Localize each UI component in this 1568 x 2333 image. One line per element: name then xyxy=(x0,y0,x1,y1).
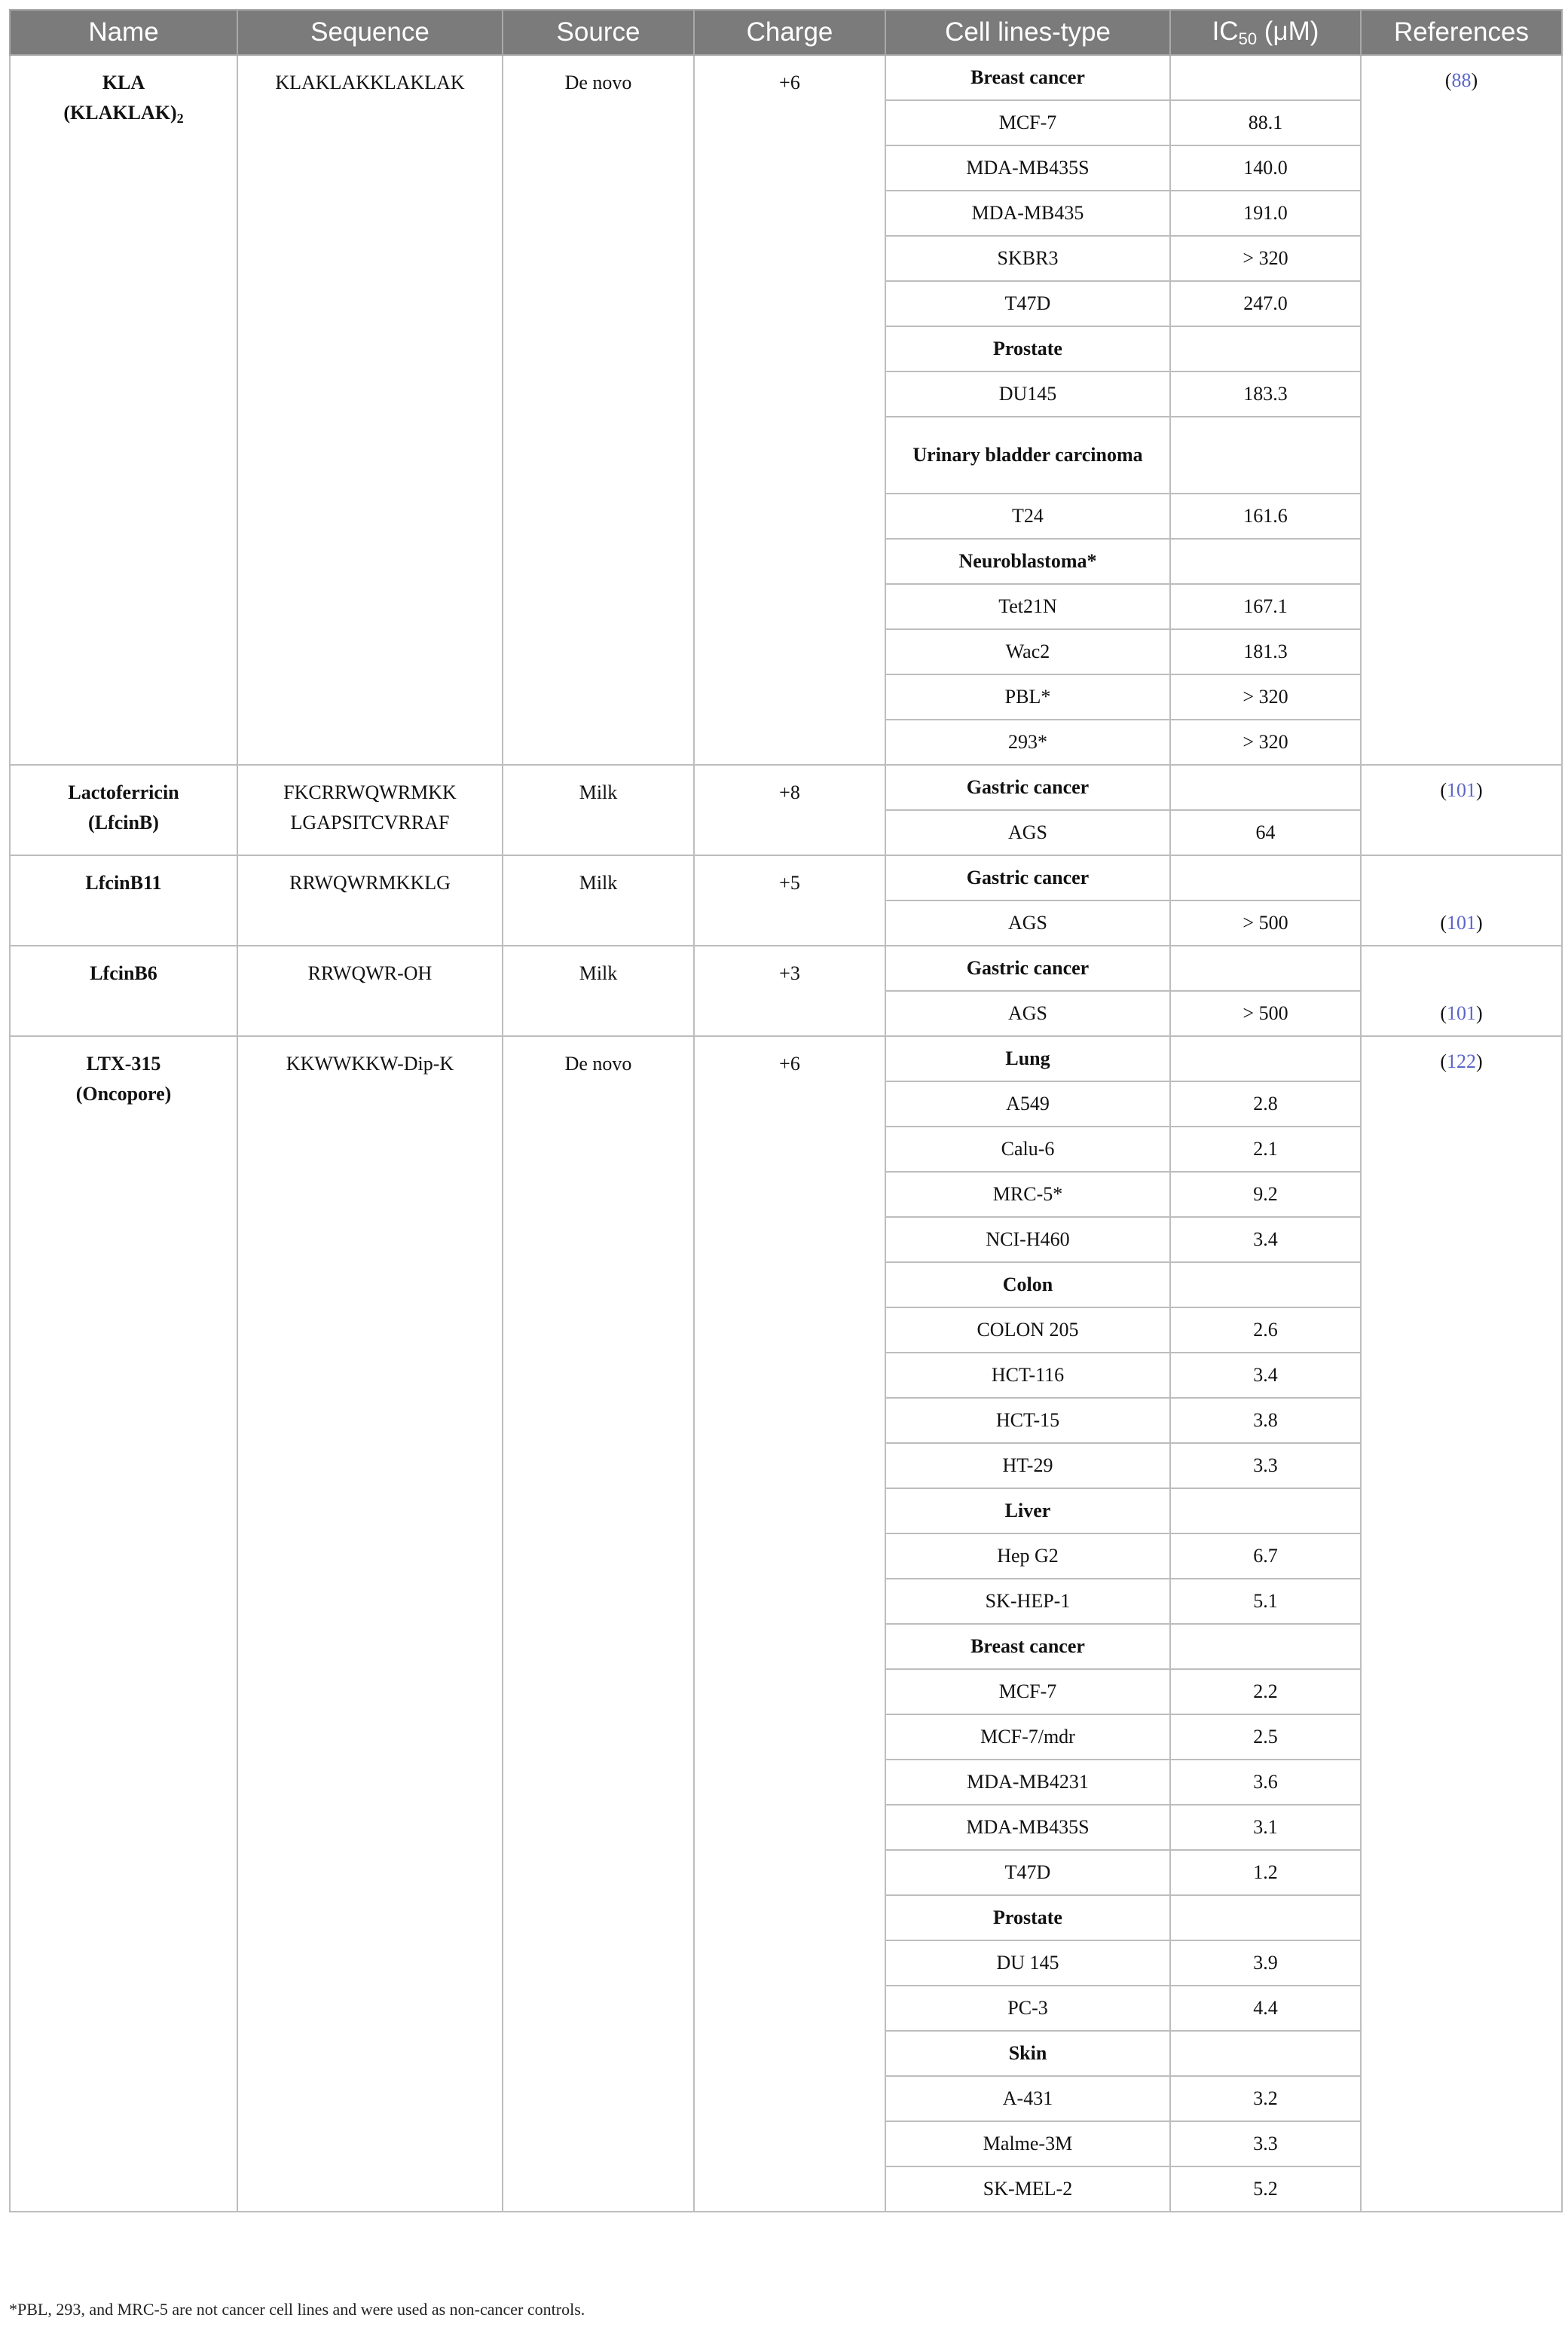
ic50-value: > 320 xyxy=(1170,720,1361,765)
ic50-value: 3.1 xyxy=(1170,1805,1361,1850)
ic50-value: 64 xyxy=(1170,810,1361,855)
cell-line: MDA-MB435S xyxy=(885,145,1170,191)
peptide-name-line2-text: (Oncopore) xyxy=(75,1083,172,1105)
ic50-value: 5.1 xyxy=(1170,1579,1361,1624)
header-name: Name xyxy=(10,10,237,55)
peptide-name xyxy=(10,946,237,1036)
peptide-name-line2-text: (KLAKLAK) xyxy=(63,102,177,124)
cell-line: NCI-H460 xyxy=(885,1217,1170,1262)
peptide-sequence-text: KKWWKKW-Dip-K xyxy=(286,1053,454,1075)
cell-line: MCF-7 xyxy=(885,100,1170,145)
reference-cell xyxy=(1361,946,1562,1036)
peptide-sequence-text: RRWQWR-OH xyxy=(307,962,432,984)
cell-line: COLON 205 xyxy=(885,1307,1170,1353)
ic50-value xyxy=(1170,417,1361,494)
peptide-name xyxy=(10,855,237,946)
peptide-name xyxy=(10,765,237,855)
reference-link[interactable]: 88 xyxy=(1451,69,1472,91)
cell-line: T47D xyxy=(885,281,1170,326)
peptide-charge: +6 xyxy=(694,1036,885,2212)
cell-line: Calu-6 xyxy=(885,1127,1170,1172)
ic50-value: 183.3 xyxy=(1170,372,1361,417)
cell-line: DU 145 xyxy=(885,1940,1170,1986)
ic50-value xyxy=(1170,946,1361,991)
peptide-source: De novo xyxy=(503,1036,694,2212)
cell-line: MCF-7/mdr xyxy=(885,1714,1170,1760)
ic50-value: 3.4 xyxy=(1170,1353,1361,1398)
ic50-value xyxy=(1170,1624,1361,1669)
cell-line: T24 xyxy=(885,494,1170,539)
ic50-value: 2.8 xyxy=(1170,1081,1361,1127)
ic50-value: 3.9 xyxy=(1170,1940,1361,1986)
peptide-sequence xyxy=(237,946,503,1036)
reference-paren-open: ( xyxy=(1440,1002,1447,1024)
ic50-value xyxy=(1170,2031,1361,2076)
ic50-value: > 320 xyxy=(1170,236,1361,281)
ic50-value: 2.1 xyxy=(1170,1127,1361,1172)
cell-category: Breast cancer xyxy=(885,55,1170,100)
ic50-value: 1.2 xyxy=(1170,1850,1361,1895)
ic50-value xyxy=(1170,765,1361,810)
cell-category: Prostate xyxy=(885,1895,1170,1940)
cell-category: Prostate xyxy=(885,326,1170,372)
cell-line: SKBR3 xyxy=(885,236,1170,281)
peptide-sequence xyxy=(237,765,503,855)
cell-line: Wac2 xyxy=(885,629,1170,674)
cell-line: A549 xyxy=(885,1081,1170,1127)
peptide-name-line2 xyxy=(17,1079,231,1109)
ic50-value: > 500 xyxy=(1170,991,1361,1036)
peptide-source: Milk xyxy=(503,765,694,855)
cell-category: Gastric cancer xyxy=(885,765,1170,810)
header-cell-lines: Cell lines-type xyxy=(885,10,1170,55)
ic50-value: 4.4 xyxy=(1170,1986,1361,2031)
ic50-value xyxy=(1170,326,1361,372)
peptide-sequence-line: FKCRRWQWRMKK xyxy=(283,781,457,803)
ic50-value: 6.7 xyxy=(1170,1533,1361,1579)
peptide-table xyxy=(9,9,1563,2212)
cell-line: SK-HEP-1 xyxy=(885,1579,1170,1624)
cell-line: HCT-116 xyxy=(885,1353,1170,1398)
reference-paren-open: ( xyxy=(1440,912,1447,934)
header-sequence: Sequence xyxy=(237,10,503,55)
ic50-value xyxy=(1170,1036,1361,1081)
ic50-value: 3.3 xyxy=(1170,1443,1361,1488)
cell-category: Neuroblastoma* xyxy=(885,539,1170,584)
reference-paren-close: ) xyxy=(1476,779,1483,801)
cell-line: HCT-15 xyxy=(885,1398,1170,1443)
header-ic50-sub: 50 xyxy=(1238,29,1258,48)
cell-category: Liver xyxy=(885,1488,1170,1533)
peptide-charge: +5 xyxy=(694,855,885,946)
cell-line: MDA-MB4231 xyxy=(885,1760,1170,1805)
reference-link[interactable]: 101 xyxy=(1447,779,1476,801)
peptide-charge: +6 xyxy=(694,55,885,765)
ic50-value xyxy=(1170,1895,1361,1940)
header-ic50 xyxy=(1170,10,1361,55)
peptide-name-line1: LfcinB11 xyxy=(85,872,162,894)
cell-line: MDA-MB435S xyxy=(885,1805,1170,1850)
table-header xyxy=(10,10,1562,55)
peptide-charge: +3 xyxy=(694,946,885,1036)
reference-paren-open: ( xyxy=(1440,1050,1447,1072)
ic50-value: 2.2 xyxy=(1170,1669,1361,1714)
peptide-name-line1: LfcinB6 xyxy=(90,962,157,984)
ic50-value: 181.3 xyxy=(1170,629,1361,674)
cell-line: DU145 xyxy=(885,372,1170,417)
cell-line: MDA-MB435 xyxy=(885,191,1170,236)
peptide-name-line2 xyxy=(17,808,231,838)
ic50-value: 2.6 xyxy=(1170,1307,1361,1353)
cell-category: Breast cancer xyxy=(885,1624,1170,1669)
table-row xyxy=(10,946,1562,991)
header-references: References xyxy=(1361,10,1562,55)
peptide-sequence-text: RRWQWRMKKLG xyxy=(289,872,451,894)
ic50-value: 3.6 xyxy=(1170,1760,1361,1805)
ic50-value: 161.6 xyxy=(1170,494,1361,539)
ic50-value: > 500 xyxy=(1170,900,1361,946)
cell-line: HT-29 xyxy=(885,1443,1170,1488)
ic50-value xyxy=(1170,855,1361,900)
ic50-value: 9.2 xyxy=(1170,1172,1361,1217)
ic50-value: 88.1 xyxy=(1170,100,1361,145)
table-row xyxy=(10,855,1562,900)
ic50-value: 3.4 xyxy=(1170,1217,1361,1262)
reference-cell xyxy=(1361,765,1562,855)
ic50-value: 2.5 xyxy=(1170,1714,1361,1760)
ic50-value xyxy=(1170,539,1361,584)
reference-link[interactable]: 122 xyxy=(1447,1050,1476,1072)
peptide-charge: +8 xyxy=(694,765,885,855)
cell-line: MCF-7 xyxy=(885,1669,1170,1714)
ic50-value: 191.0 xyxy=(1170,191,1361,236)
cell-category: Colon xyxy=(885,1262,1170,1307)
cell-line: PC-3 xyxy=(885,1986,1170,2031)
cell-category: Urinary bladder carcinoma xyxy=(885,417,1170,494)
cell-line: MRC-5* xyxy=(885,1172,1170,1217)
cell-category: Gastric cancer xyxy=(885,855,1170,900)
cell-category: Skin xyxy=(885,2031,1170,2076)
cell-line: 293* xyxy=(885,720,1170,765)
table-row xyxy=(10,1036,1562,1081)
reference-paren-close: ) xyxy=(1476,912,1483,934)
ic50-value: 167.1 xyxy=(1170,584,1361,629)
peptide-sequence xyxy=(237,855,503,946)
ic50-value: 5.2 xyxy=(1170,2166,1361,2212)
header-ic50-main: IC xyxy=(1212,16,1239,46)
reference-link[interactable]: 101 xyxy=(1447,912,1476,934)
reference-paren-close: ) xyxy=(1476,1050,1483,1072)
peptide-name-line2-text: (LfcinB) xyxy=(88,812,159,833)
peptide-sequence-line: LGAPSITCVRRAF xyxy=(290,812,450,833)
header-ic50-unit: (μM) xyxy=(1257,16,1319,46)
ic50-value: 3.3 xyxy=(1170,2121,1361,2166)
reference-paren-close: ) xyxy=(1471,69,1478,91)
table-body xyxy=(10,55,1562,2212)
ic50-value xyxy=(1170,55,1361,100)
cell-line: Hep G2 xyxy=(885,1533,1170,1579)
cell-line: A-431 xyxy=(885,2076,1170,2121)
ic50-value: 3.8 xyxy=(1170,1398,1361,1443)
reference-cell xyxy=(1361,55,1562,765)
ic50-value xyxy=(1170,1262,1361,1307)
peptide-source: Milk xyxy=(503,946,694,1036)
ic50-value xyxy=(1170,1488,1361,1533)
ic50-value: 3.2 xyxy=(1170,2076,1361,2121)
cell-line: PBL* xyxy=(885,674,1170,720)
cell-category: Gastric cancer xyxy=(885,946,1170,991)
table-row xyxy=(10,55,1562,100)
peptide-name-subscript: 2 xyxy=(176,111,184,126)
reference-paren-close: ) xyxy=(1476,1002,1483,1024)
peptide-sequence-text: KLAKLAKKLAKLAK xyxy=(275,72,465,93)
reference-paren-open: ( xyxy=(1440,779,1447,801)
cell-line: AGS xyxy=(885,810,1170,855)
table-row xyxy=(10,765,1562,810)
peptide-source: De novo xyxy=(503,55,694,765)
footnote: *PBL, 293, and MRC-5 are not cancer cell lines and were used as non-cancer controls. xyxy=(9,2300,585,2319)
header-source: Source xyxy=(503,10,694,55)
peptide-name-line1: LTX-315 xyxy=(86,1053,161,1075)
peptide-name xyxy=(10,55,237,765)
cell-line: T47D xyxy=(885,1850,1170,1895)
peptide-name xyxy=(10,1036,237,2212)
cell-line: AGS xyxy=(885,991,1170,1036)
peptide-sequence xyxy=(237,1036,503,2212)
reference-link[interactable]: 101 xyxy=(1447,1002,1476,1024)
peptide-name-line1: Lactoferricin xyxy=(68,781,179,803)
peptide-name-line1: KLA xyxy=(102,72,145,93)
ic50-value: 140.0 xyxy=(1170,145,1361,191)
cell-category: Lung xyxy=(885,1036,1170,1081)
reference-paren-open: ( xyxy=(1444,69,1452,91)
header-charge: Charge xyxy=(694,10,885,55)
peptide-source: Milk xyxy=(503,855,694,946)
ic50-value: 247.0 xyxy=(1170,281,1361,326)
peptide-sequence xyxy=(237,55,503,765)
ic50-value: > 320 xyxy=(1170,674,1361,720)
cell-line: Tet21N xyxy=(885,584,1170,629)
peptide-name-line2 xyxy=(17,98,231,133)
table-container xyxy=(9,9,1561,2212)
cell-line: AGS xyxy=(885,900,1170,946)
reference-cell xyxy=(1361,1036,1562,2212)
cell-line: SK-MEL-2 xyxy=(885,2166,1170,2212)
cell-line: Malme-3M xyxy=(885,2121,1170,2166)
reference-cell xyxy=(1361,855,1562,946)
